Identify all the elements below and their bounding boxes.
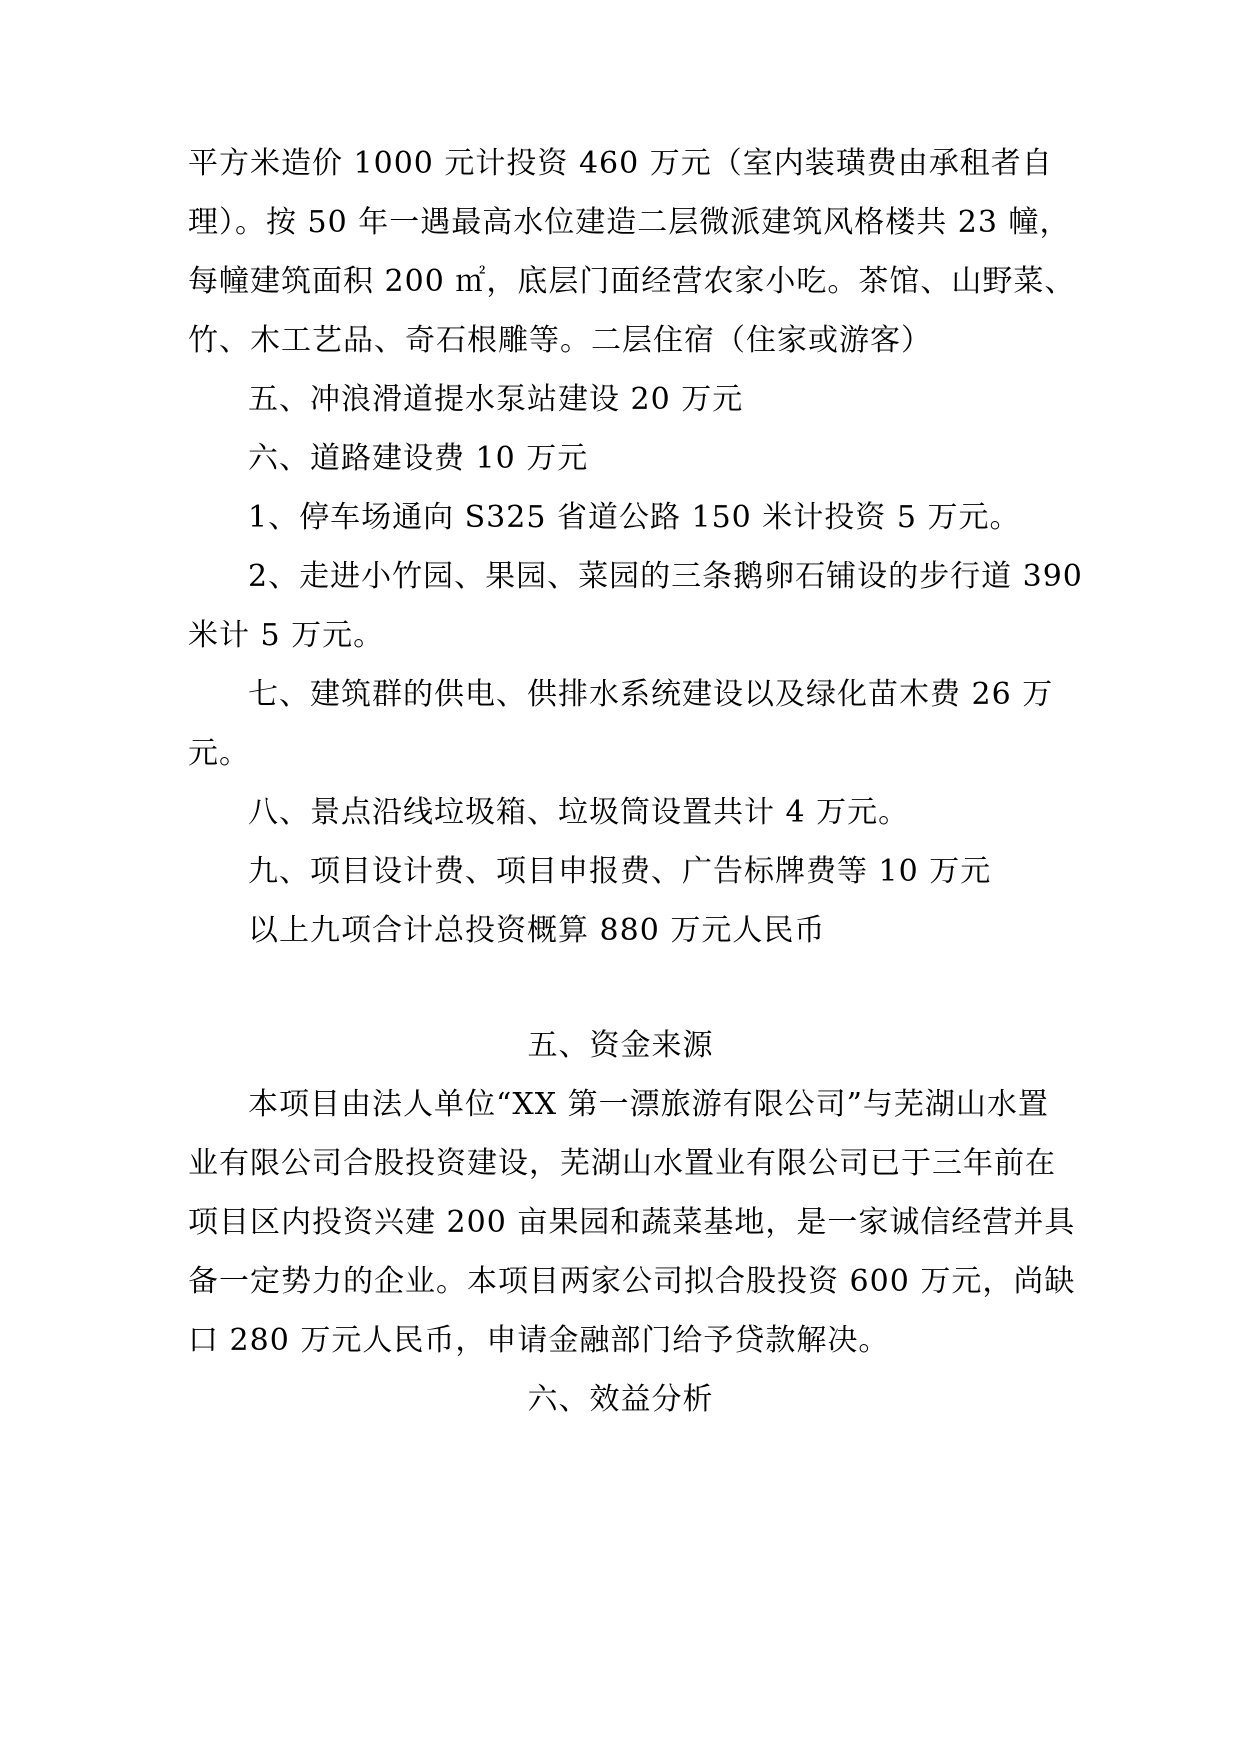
list-item-8: 八、景点沿线垃圾箱、垃圾筒设置共计 4 万元。: [248, 795, 910, 830]
section-heading-benefit: 六、效益分析: [527, 1382, 714, 1417]
funding-paragraph-line: 本项目由法人单位“XX 第一漂旅游有限公司”与芜湖山水置: [248, 1087, 1049, 1122]
paragraph-line: 平方米造价 1000 元计投资 460 万元（室内装璜费由承租者自: [188, 146, 1053, 181]
funding-paragraph-line: 备一定势力的企业。本项目两家公司拟合股投资 600 万元，尚缺: [188, 1264, 1076, 1299]
list-item-6: 六、道路建设费 10 万元: [248, 441, 589, 476]
list-subitem-6-2: 2、走进小竹园、果园、菜园的三条鹅卵石铺设的步行道 390: [248, 559, 1083, 594]
list-item-9: 九、项目设计费、项目申报费、广告标牌费等 10 万元: [248, 854, 992, 889]
list-item-7: 七、建筑群的供电、供排水系统建设以及绿化苗木费 26 万: [248, 677, 1054, 712]
list-subitem-6-2-cont: 米计 5 万元。: [188, 618, 385, 653]
section-heading-funding: 五、资金来源: [527, 1028, 714, 1063]
list-subitem-6-1: 1、停车场通向 S325 省道公路 150 米计投资 5 万元。: [248, 500, 1021, 535]
funding-paragraph-line: 项目区内投资兴建 200 亩果园和蔬菜基地，是一家诚信经营并具: [188, 1205, 1076, 1240]
total-line: 以上九项合计总投资概算 880 万元人民币: [248, 913, 826, 948]
paragraph-line: 每幢建筑面积 200 ㎡，底层门面经营农家小吃。茶馆、山野菜、: [188, 264, 1076, 299]
funding-paragraph-line: 业有限公司合股投资建设，芜湖山水置业有限公司已于三年前在: [188, 1146, 1056, 1181]
paragraph-line: 竹、木工艺品、奇石根雕等。二层住宿（住家或游客）: [188, 323, 932, 358]
list-item-5: 五、冲浪滑道提水泵站建设 20 万元: [248, 382, 744, 417]
list-item-7-cont: 元。: [188, 736, 250, 771]
funding-paragraph-line: 口 280 万元人民币，申请金融部门给予贷款解决。: [188, 1323, 890, 1358]
paragraph-line: 理）。按 50 年一遇最高水位建造二层微派建筑风格楼共 23 幢，: [188, 205, 1071, 240]
